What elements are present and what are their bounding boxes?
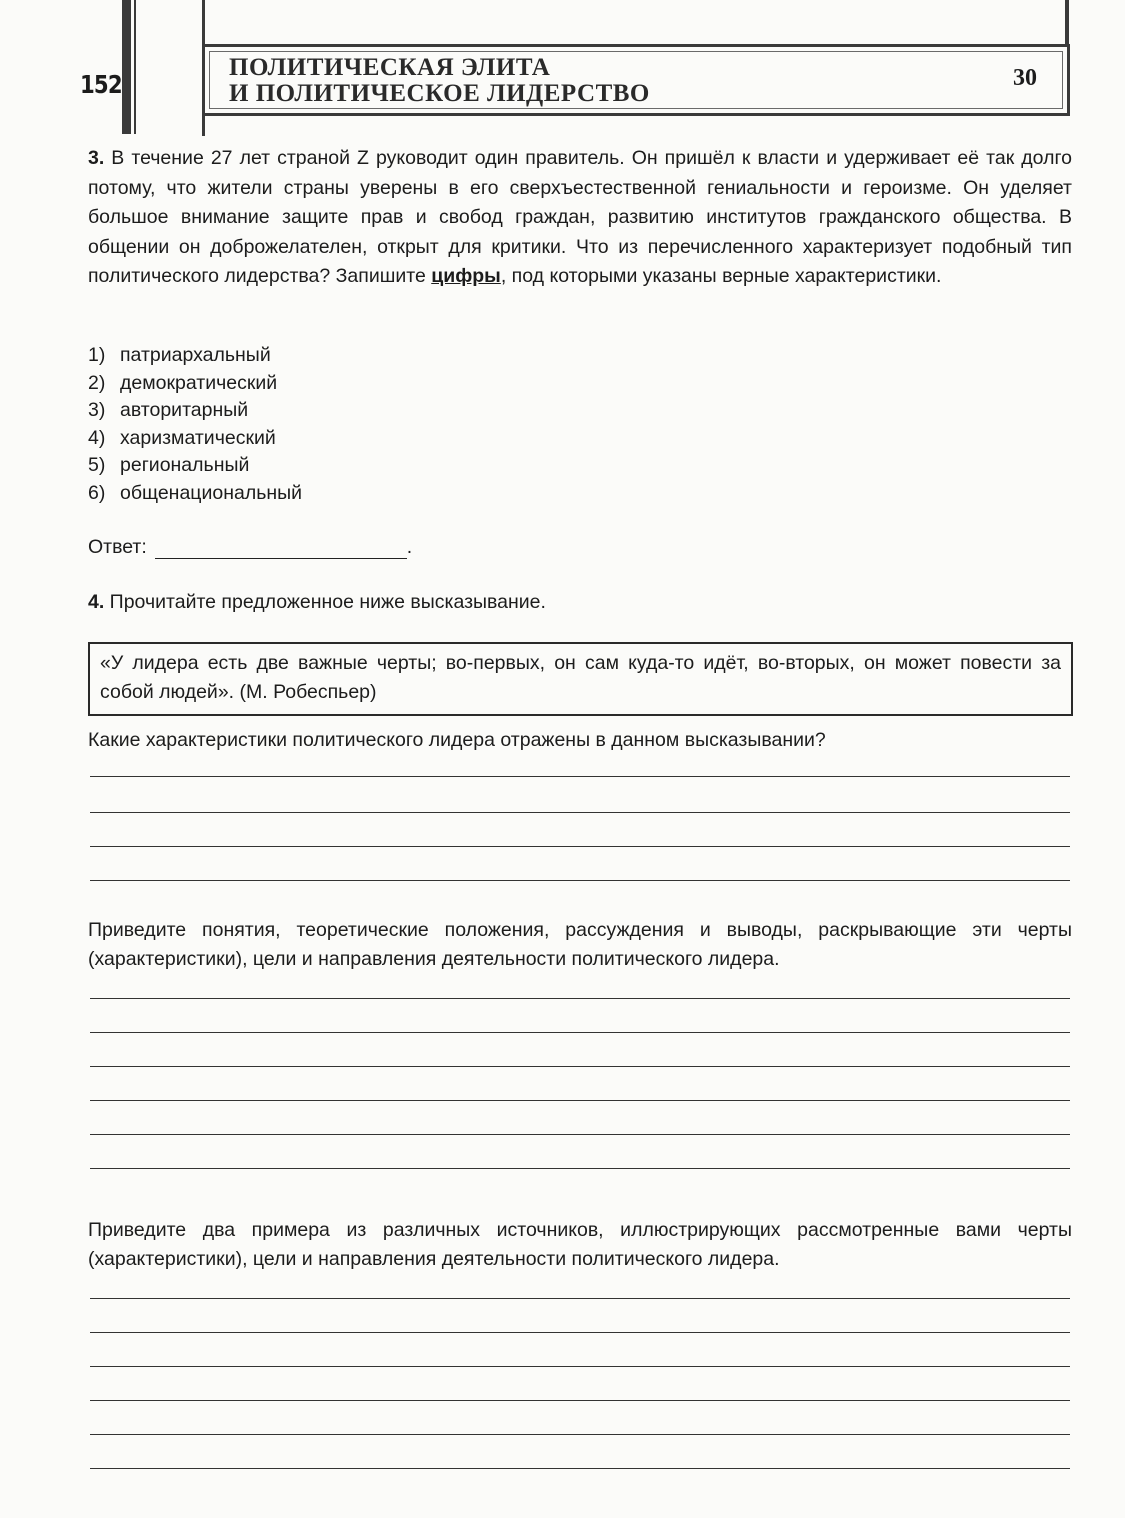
page-number: 152 [80, 70, 122, 99]
option-label: патриархальный [120, 344, 271, 366]
option-label: общенациональный [120, 481, 303, 504]
task4-intro [88, 588, 1072, 617]
answer-line[interactable] [90, 776, 1070, 777]
margin-bar-right [1065, 0, 1069, 44]
answer-label: Ответ: [88, 536, 147, 558]
chapter-title-line2: И ПОЛИТИЧЕСКОЕ ЛИДЕРСТВО [229, 80, 650, 107]
answer-line[interactable] [90, 1468, 1070, 1469]
answer-end: . [406, 536, 413, 558]
task3-text-before: В течение 27 лет страной Z руководит один правитель. Он пришёл к власти и удерживает её так долго потому, что жители страны уверены в его сверхъестественной гениальности и героизме. Он уделяет большое внимание защите прав и свобод граждан, развитию институтов гражданского общества. В общении он доброжелателен, открыт для критики. Что из перечисленного характеризует подобный тип политического лидерства? Запишите [88, 147, 1072, 287]
task3-number: 3. [88, 147, 105, 169]
answer-line[interactable] [90, 1168, 1070, 1169]
answer-line[interactable] [90, 1332, 1070, 1333]
chapter-number: 30 [1013, 65, 1037, 91]
margin-bar-left-thin [134, 0, 136, 134]
quote-box: «У лидера есть две важные черты; во-первых, он сам куда-то идёт, во-вторых, он может повести за собой людей». (М. Робеспьер) [88, 642, 1073, 716]
answer-line[interactable] [90, 1400, 1070, 1401]
margin-bar-left [122, 0, 131, 134]
option-number: 5) [88, 454, 106, 477]
option-label: харизматический [120, 426, 276, 449]
option-number: 2) [88, 371, 106, 394]
answer-line[interactable] [90, 1366, 1070, 1367]
question-3: Приведите два примера из различных источников, иллюстрирующих рассмотренные вами черты (характеристики), цели и направления деятельности политического лидера. [88, 1219, 1072, 1270]
option-item [88, 342, 302, 370]
task4-number: 4. [88, 591, 105, 613]
answer-row [88, 536, 412, 559]
option-item [88, 397, 302, 425]
task3-emphasis: цифры [431, 265, 501, 287]
chapter-header [202, 44, 1070, 116]
option-number: 6) [88, 481, 106, 504]
answer-line[interactable] [90, 880, 1070, 881]
option-number: 1) [88, 344, 106, 366]
answer-field[interactable] [155, 538, 407, 559]
answer-line[interactable] [90, 1434, 1070, 1435]
option-item [88, 452, 302, 480]
option-label: региональный [120, 454, 250, 477]
answer-line[interactable] [90, 1066, 1070, 1067]
chapter-title [229, 55, 650, 107]
option-label: демократический [120, 371, 278, 394]
margin-bar-mid [202, 0, 205, 44]
chapter-title-line1: ПОЛИТИЧЕСКАЯ ЭЛИТА [229, 54, 551, 81]
task3-options [88, 342, 302, 508]
answer-line[interactable] [90, 1298, 1070, 1299]
option-number: 3) [88, 399, 106, 422]
option-label: авторитарный [120, 399, 249, 422]
option-item [88, 480, 302, 508]
answer-line[interactable] [90, 1032, 1070, 1033]
question-1: Какие характеристики политического лидера отражены в данном высказывании? [88, 729, 826, 751]
answer-line[interactable] [90, 812, 1070, 813]
answer-line[interactable] [90, 998, 1070, 999]
task3-text-after: , под которыми указаны верные характеристики. [500, 265, 942, 287]
task3-text [88, 144, 1072, 292]
task4-intro-text: Прочитайте предложенное ниже высказывание. [104, 591, 546, 613]
answer-line[interactable] [90, 1100, 1070, 1101]
answer-line[interactable] [90, 1134, 1070, 1135]
answer-line[interactable] [90, 846, 1070, 847]
margin-bar-mid-lower [202, 116, 205, 136]
option-number: 4) [88, 426, 106, 449]
question-2: Приведите понятия, теоретические положения, рассуждения и выводы, раскрывающие эти черты (характеристики), цели и направления деятельности политического лидера. [88, 919, 1072, 970]
option-item [88, 425, 302, 453]
option-item [88, 370, 302, 398]
